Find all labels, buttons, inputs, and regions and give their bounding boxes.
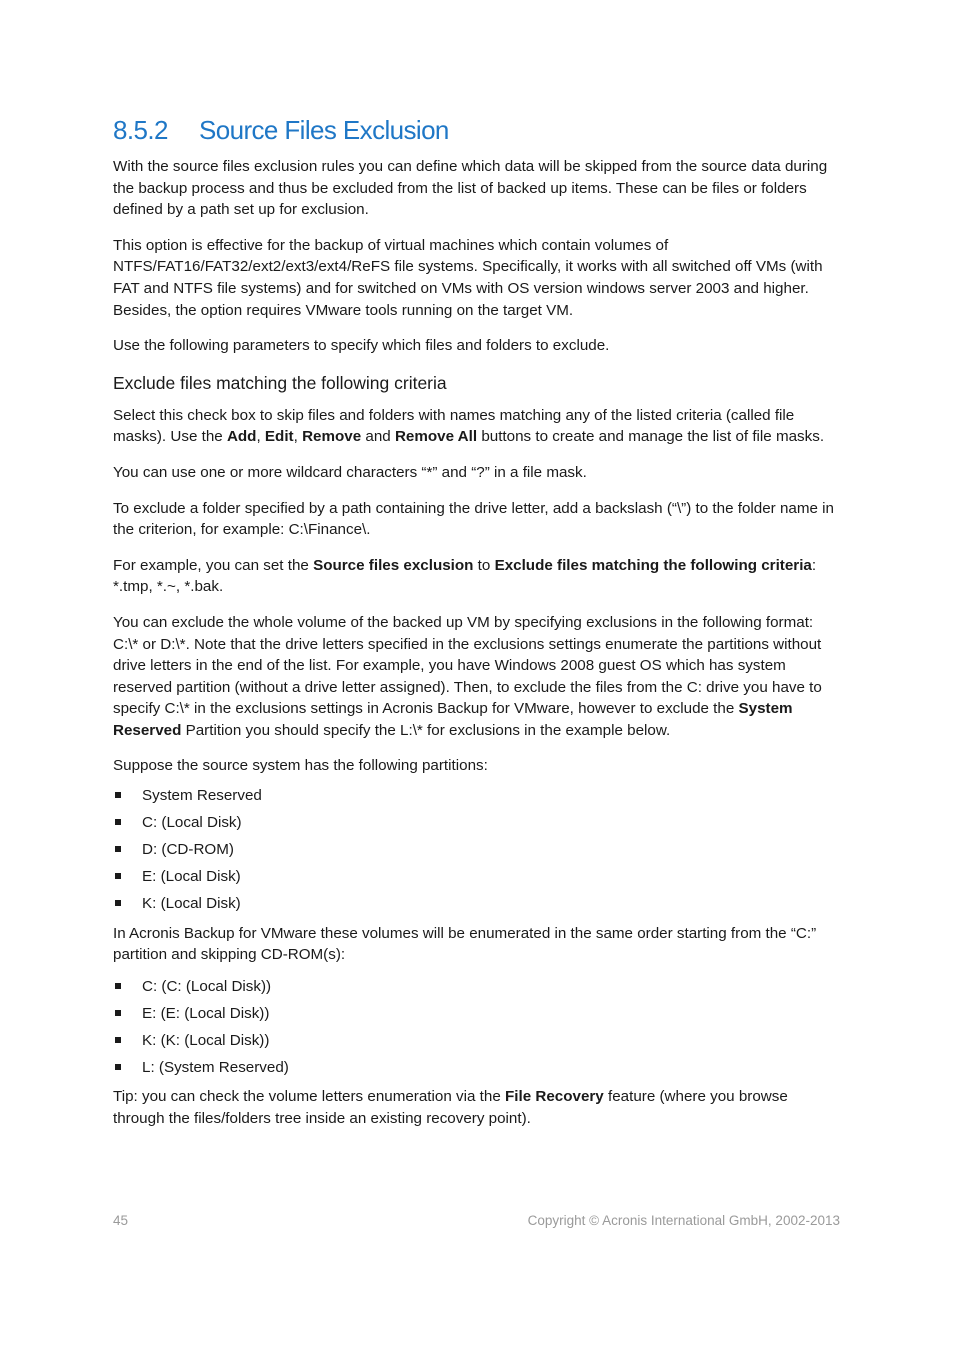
partition-list [113,785,840,915]
paragraph-intro: With the source files exclusion rules you can define which data will be skipped from the source data during the backup process and thus be excluded from the list of backed up items. These can be files or folders defined by a path set up for exclusion. [113,158,828,219]
bold-exclude-criteria: Exclude files matching the following criteria [494,556,812,574]
bullet-icon [115,846,121,852]
bold-remove: Remove [302,428,362,446]
list-item: E: (Local Disk) [113,866,840,888]
bold-edit: Edit [264,428,294,446]
paragraph-parameters: Use the following parameters to specify which files and folders to exclude. [113,337,610,355]
bullet-icon [115,1010,121,1016]
subheading: Exclude files matching the following criteria [113,372,447,393]
paragraph-suppose: Suppose the source system has the following partitions: [113,757,488,775]
bullet-icon [115,819,121,825]
bold-remove-all: Remove All [394,428,478,446]
copyright-notice: Copyright © Acronis International GmbH, 2002-2013 [527,1213,840,1228]
list-item: K: (K: (Local Disk)) [113,1030,840,1052]
bullet-icon [115,873,121,879]
paragraph-enumeration: In Acronis Backup for VMware these volumes will be enumerated in the same order starting from the “C:” partition and skipping CD-ROM(s): [113,924,817,964]
bullet-icon [115,792,121,798]
bullet-icon [115,900,121,906]
list-item: C: (C: (Local Disk)) [113,976,840,998]
list-item: E: (E: (Local Disk)) [113,1003,840,1025]
bullet-icon [115,1064,121,1070]
paragraph-effective: This option is effective for the backup of virtual machines which contain volumes of NTFS/FAT16/FAT32/ext2/ext3/ext4/ReFS file systems. Specifically, it works with all switched off VMs (with FAT and NTFS file systems) and for switched on VMs with OS version windows server 2003 and higher. Besides, the option requires VMware tools running on the target VM. [113,236,823,319]
list-item: L: (System Reserved) [113,1057,840,1079]
paragraph-wildcards: You can use one or more wildcard characters “*” and “?” in a file mask. [113,463,587,481]
list-item: System Reserved [113,785,840,807]
paragraph-volume: You can exclude the whole volume of the backed up VM by specifying exclusions in the following format: C:\* or D:\*. Note that the drive letters specified in the exclusions settings enumerate the partitions without drive letters in the end of the list. For example, you have Windows 2008 guest OS which has system reserved partition (without a drive letter assigned). Then, to exclude the files from the C: drive you have to specify C:\* in the exclusions settings in Acronis Backup for VMware, however to exclude the System Reserved Partition you should specify the L:\* for exclusions in the example below. [113,613,822,739]
list-item: K: (Local Disk) [113,893,840,915]
page-footer [113,1213,840,1228]
enumerated-list [113,976,840,1079]
section-title: Source Files Exclusion [199,115,449,145]
list-item: D: (CD-ROM) [113,839,840,861]
list-item: C: (Local Disk) [113,812,840,834]
paragraph-folder: To exclude a folder specified by a path containing the drive letter, add a backslash (“\”) to the folder name in the criterion, for example: C:\Finance\. [113,499,834,539]
document-page [113,112,840,1144]
section-number: 8.5.2 [113,115,168,145]
bold-file-recovery: File Recovery [504,1088,604,1106]
bullet-icon [115,983,121,989]
paragraph-checkbox: Select this check box to skip files and folders with names matching any of the listed criteria (called file masks). Use the Add, Edit, Remove and Remove All buttons to create and manage the list of file masks. [113,406,825,446]
paragraph-tip: Tip: you can check the volume letters enumeration via the File Recovery feature (where you browse through the files/folders tree inside an existing recovery point). [113,1088,788,1127]
page-number: 45 [113,1213,129,1228]
paragraph-example: For example, you can set the Source files exclusion to Exclude files matching the following criteria: *.tmp, *.~, *.bak. [113,556,817,596]
bullet-icon [115,1037,121,1043]
bold-system-reserved: System Reserved [113,700,793,739]
section-heading [113,112,840,148]
bold-add: Add [226,428,257,446]
bold-source-files-exclusion: Source files exclusion [313,556,474,574]
